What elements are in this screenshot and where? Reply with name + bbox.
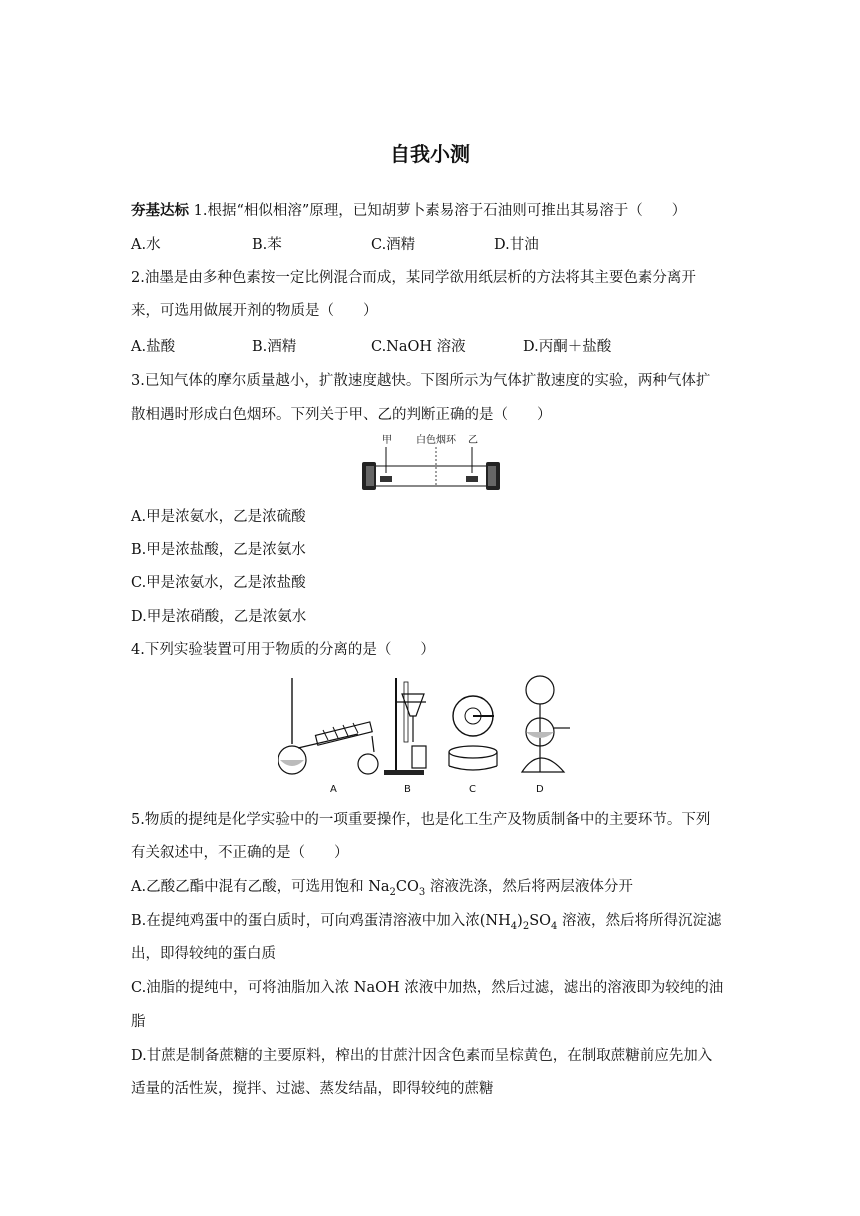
question-2-stem-line1: 2.油墨是由多种色素按一定比例混合而成，某同学欲用纸层析的方法将其主要色素分离开 xyxy=(131,270,696,286)
question-5-option-d-line1: D.甘蔗是制备蔗糖的主要原料，榨出的甘蔗汁因含色素而呈棕黄色，在制取蔗糖前应先加入 xyxy=(131,1048,713,1064)
question-3-stem-line2: 散相遇时形成白色烟环。下列关于甲、乙的判断正确的是（ ） xyxy=(131,407,552,423)
question-5-stem-line1: 5.物质的提纯是化学实验中的一项重要操作，也是化工生产及物质制备中的主要环节。下列 xyxy=(131,812,711,828)
apparatus-label-d: D xyxy=(536,784,544,795)
question-5-option-c-line1: C.油脂的提纯中，可将油脂加入浓 NaOH 浓液中加热，然后过滤，滤出的溶液即为较纯的油 xyxy=(131,980,724,996)
option-b: B.酒精 xyxy=(252,339,297,355)
option-c: C.NaOH 溶液 xyxy=(371,339,466,355)
question-2-stem-line2: 来，可选用做展开剂的物质是（ ） xyxy=(131,303,378,319)
question-4-stem: 4.下列实验装置可用于物质的分离的是（ ） xyxy=(131,642,435,658)
question-3-option-a: A.甲是浓氨水，乙是浓硫酸 xyxy=(131,509,306,525)
question-3-option-d: D.甲是浓硝酸，乙是浓氨水 xyxy=(131,609,307,625)
apparatus-figure xyxy=(278,672,588,797)
section-tag: 夯基达标 xyxy=(131,203,189,219)
option-b: B.苯 xyxy=(252,237,282,253)
question-5-option-b-line1: B.在提纯鸡蛋中的蛋白质时，可向鸡蛋清溶液中加入浓$(NH_4)_2SO_4$ 溶液，然后将所得沉淀滤 xyxy=(131,913,722,932)
question-5-stem-line2: 有关叙述中，不正确的是（ ） xyxy=(131,845,349,861)
page-title: 自我小测 xyxy=(390,142,470,166)
apparatus-label-b: B xyxy=(404,784,411,795)
apparatus-label-a: A xyxy=(330,784,337,795)
question-1-stem xyxy=(131,201,686,221)
question-3-stem-line1: 3.已知气体的摩尔质量越小，扩散速度越快。下图所示为气体扩散速度的实验，两种气体扩 xyxy=(131,373,711,389)
apparatus-c-crystallization xyxy=(449,696,497,770)
apparatus-d-kipp-generator xyxy=(522,676,570,772)
option-d: D.甘油 xyxy=(494,237,539,253)
option-a: A.水 xyxy=(131,237,161,253)
figure-label-yi: 乙 xyxy=(468,435,478,446)
question-1-text: 1.根据“相似相溶”原理，已知胡萝卜素易溶于石油则可推出其易溶于（ ） xyxy=(189,203,687,219)
question-5-option-b-line2: 出，即得较纯的蛋白质 xyxy=(131,946,276,962)
figure-label-jia: 甲 xyxy=(382,435,392,446)
question-5-option-c-line2: 脂 xyxy=(131,1014,146,1030)
option-a: A.盐酸 xyxy=(131,339,176,355)
question-5-option-a: A.乙酸乙酯中混有乙酸，可选用饱和 $Na_2CO_3$ 溶液洗涤，然后将两层液体分开 xyxy=(131,879,633,898)
question-5-option-d-line2: 适量的活性炭，搅拌、过滤、蒸发结晶，即得较纯的蔗糖 xyxy=(131,1081,494,1097)
option-c: C.酒精 xyxy=(371,237,416,253)
apparatus-label-c: C xyxy=(469,784,476,795)
question-3-option-b: B.甲是浓盐酸，乙是浓氨水 xyxy=(131,542,306,558)
diffusion-tube-figure xyxy=(360,430,500,494)
option-d: D.丙酮＋盐酸 xyxy=(523,339,612,355)
apparatus-b-filtration xyxy=(384,678,426,775)
figure-label-smoke-ring: 白色烟环 xyxy=(416,435,456,446)
apparatus-a-distillation xyxy=(278,678,378,774)
question-3-option-c: C.甲是浓氨水，乙是浓盐酸 xyxy=(131,575,306,591)
